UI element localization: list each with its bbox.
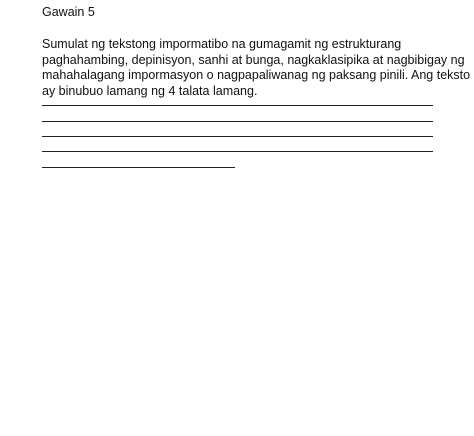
answer-line [42, 105, 433, 106]
instruction-line: paghahambing, depinisyon, sanhi at bunga, nagkaklasipika at nagbibigay ng [42, 52, 465, 67]
activity-title: Gawain 5 [42, 5, 95, 19]
answer-line [42, 121, 433, 122]
answer-line-final [42, 167, 235, 168]
instruction-line: mahahalagang impormasyon o nagpapaliwanag ng paksang pinili. Ang teksto [42, 68, 471, 82]
instruction-line: ay binubuo lamang ng 4 talata lamang. [42, 83, 258, 98]
instruction-line: Sumulat ng tekstong impormatibo na gumagamit ng estrukturang [42, 37, 402, 51]
answer-line [42, 151, 433, 152]
instructions-paragraph [42, 37, 471, 99]
answer-line [42, 136, 433, 137]
